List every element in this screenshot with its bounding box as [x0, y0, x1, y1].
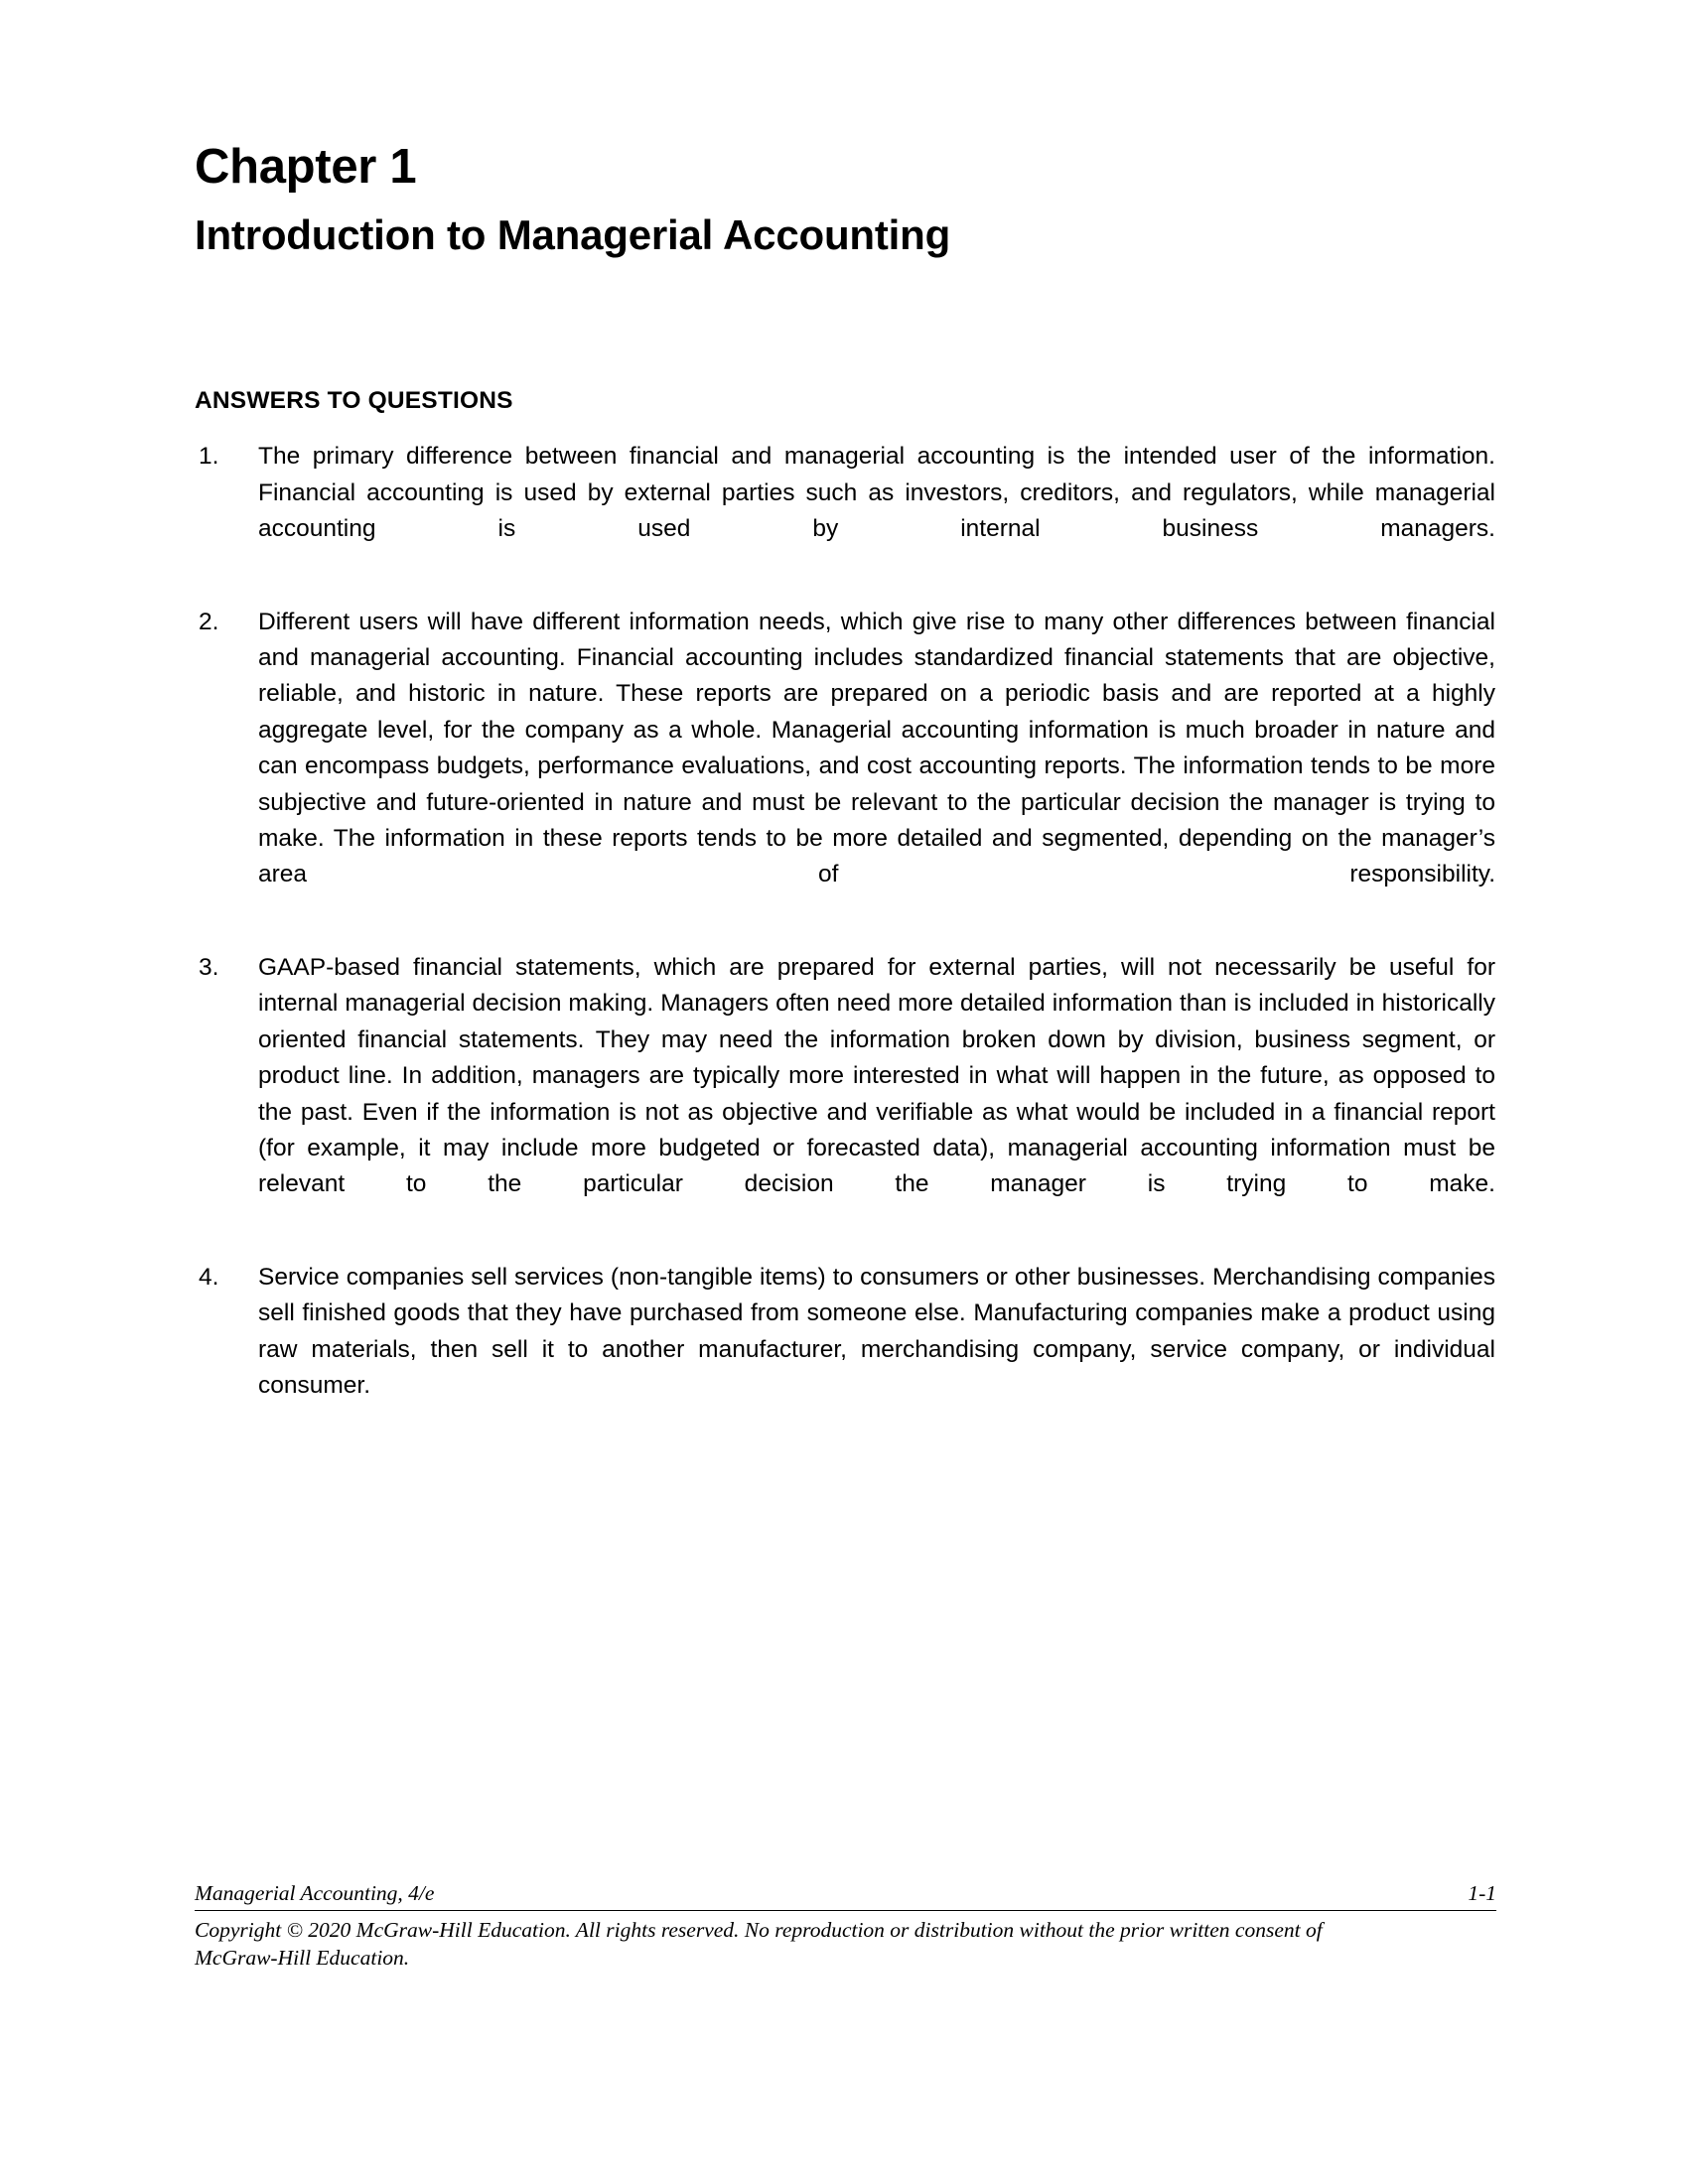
- footer-book-title: Managerial Accounting, 4/e: [195, 1881, 435, 1905]
- answer-number: 2.: [199, 608, 219, 635]
- answer-text: Different users will have different information needs, which give rise to many other differences between financial and managerial accounting. Financial accounting includes standardized financial statements that are objective, reliable, and historic in nature. These reports are prepared on a periodic basis and are reported at a highly aggregate level, for the company as a whole. Managerial accounting information is much broader in nature and can encompass budgets, performance evaluations, and cost accounting reports. The information tends to be more subjective and future-oriented in nature and must be relevant to the particular decision the manager is trying to make. The information in these reports tends to be more detailed and segmented, depending on the manager’s area of responsibility.: [258, 608, 1495, 888]
- footer-copyright-notice: Copyright © 2020 McGraw-Hill Education. All rights reserved. No reproduction or distribution without the prior written consent of McGraw-Hill Education.: [195, 1917, 1323, 1971]
- section-heading-answers-to-questions: ANSWERS TO QUESTIONS: [195, 387, 513, 415]
- chapter-label: Chapter 1: [195, 140, 417, 194]
- answer-text: Service companies sell services (non-tangible items) to consumers or other businesses. Merchandising companies sell finished goods that they have purchased from someone else. Manufacturing companies make a product using raw materials, then sell it to another manufacturer, merchandising company, service company, or individual consumer.: [258, 1264, 1495, 1400]
- footer-title-row: [195, 1881, 1496, 1911]
- footer-page-number: 1-1: [1468, 1881, 1496, 1905]
- answer-number: 3.: [199, 954, 219, 982]
- answer-item: [195, 1260, 1495, 1440]
- page-content: [195, 0, 1495, 1440]
- answer-number: 4.: [199, 1264, 219, 1292]
- answer-text: GAAP-based financial statements, which are prepared for external parties, will not necessarily be useful for internal managerial decision making. Managers often need more detailed information than is included in historically oriented financial statements. They may need the information broken down by division, business segment, or product line. In addition, managers are typically more interested in what will happen in the future, as opposed to the past. Even if the information is not as objective and verifiable as what would be included in a financial report (for example, it may include more budgeted or forecasted data), managerial accounting information must be relevant to the particular decision the manager is trying to make.: [258, 954, 1495, 1198]
- answer-item: [195, 605, 1495, 929]
- answer-item: [195, 950, 1495, 1239]
- answer-text: The primary difference between financial and managerial accounting is the intended user of the information. Financial accounting is used by external parties such as investors, creditors, and regulators, while managerial accounting is used by internal business managers.: [258, 443, 1495, 542]
- answer-item: [195, 439, 1495, 584]
- answers-list: [195, 439, 1495, 1440]
- answer-number: 1.: [199, 443, 219, 471]
- chapter-title: Introduction to Managerial Accounting: [195, 210, 951, 258]
- page-footer: [195, 1881, 1496, 1973]
